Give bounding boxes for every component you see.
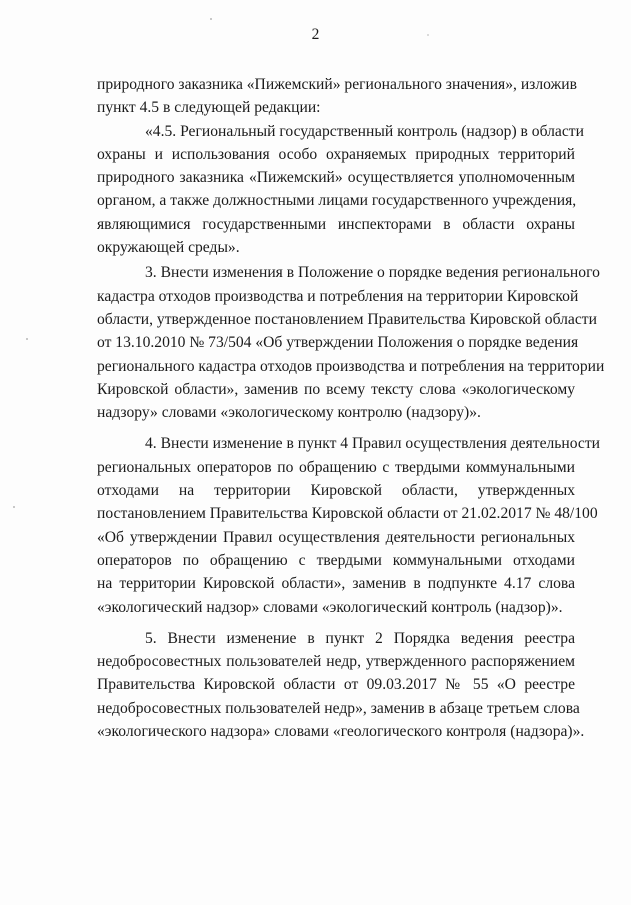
scan-artifact [26, 338, 28, 340]
paragraph-gap [97, 424, 575, 432]
paragraph-intro-continuation [97, 73, 578, 120]
text-line: постановлением Правительства Кировской области от 21.02.2017 № 48/100 [97, 505, 598, 523]
paragraph-item-5 [97, 627, 585, 743]
text-line: «4.5. Региональный государственный контроль (надзор) в области [145, 122, 584, 140]
text-line: операторов по обращению с твердыми коммунальными отходами [97, 551, 575, 569]
text-line: отходами на территории Кировской области, утвержденных [97, 482, 575, 500]
text-line: органом, а также должностными лицами государственного учреждения, [97, 192, 577, 210]
text-line: пункт 4.5 в следующей редакции: [97, 99, 321, 117]
page-number: 2 [311, 26, 320, 43]
text-line: 3. Внести изменения в Положение о порядке ведения регионального [145, 264, 600, 282]
text-line: 5. Внести изменение в пункт 2 Порядка ведения реестра [145, 629, 575, 647]
text-line: регионального кадастра отходов производства и потребления на территории [97, 357, 605, 375]
text-line: недобросовестных пользователей недр», заменив в абзаце третьем слова [97, 699, 580, 717]
paragraph-item-3 [97, 261, 605, 424]
text-line: кадастра отходов производства и потребления на территории Кировской [97, 287, 579, 305]
text-line: 4. Внести изменение в пункт 4 Правил осуществления деятельности [145, 435, 601, 453]
document-body [97, 73, 605, 743]
text-line: охраны и использования особо охраняемых природных территорий [97, 145, 575, 163]
paragraph-quoted-4-5 [97, 120, 584, 260]
paragraph-gap [97, 619, 575, 627]
text-line: природного заказника «Пижемский» регионального значения», изложив [97, 76, 578, 93]
text-line: недобросовестных пользователей недр, утвержденного распоряжением [97, 653, 575, 671]
text-line: от 13.10.2010 № 73/504 «Об утверждении Положения о порядке ведения [97, 334, 579, 352]
text-line: «экологического надзора» словами «геологического контроля (надзора)». [97, 723, 585, 741]
text-line: «экологический надзор» словами «экологический контроль (надзор)». [97, 598, 563, 616]
paragraph-item-4 [97, 432, 601, 618]
text-line: на территории Кировской области», заменив в подпункте 4.17 слова [97, 575, 575, 593]
text-line: «Об утверждении Правил осуществления деятельности региональных [97, 528, 575, 546]
text-line: надзору» словами «экологическому контролю (надзору)». [97, 404, 481, 422]
text-line: региональных операторов по обращению с твердыми коммунальными [97, 458, 575, 476]
text-line: области, утвержденное постановлением Правительства Кировской области [97, 310, 597, 328]
text-line: являющимися государственными инспекторами в области охраны [97, 215, 575, 233]
text-line: Правительства Кировской области от 09.03.2017 № 55 «О реестре [97, 676, 575, 694]
text-line: Кировской области», заменив по всему тексту слова «экологическому [97, 380, 575, 398]
scan-artifact [210, 18, 212, 20]
text-line: окружающей среды». [97, 239, 240, 257]
scan-artifact [13, 506, 15, 508]
text-line: природного заказника «Пижемский» осуществляется уполномоченным [97, 169, 575, 187]
